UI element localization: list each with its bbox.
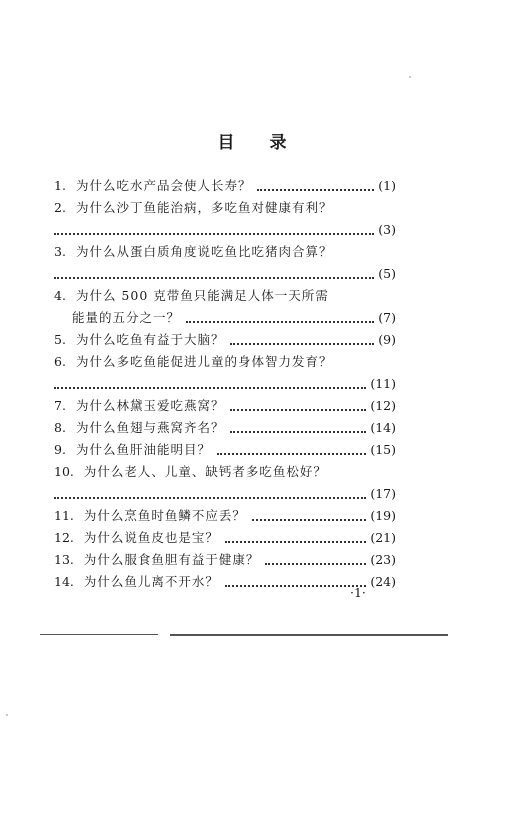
toc-entry-11[interactable]: [54, 502, 396, 524]
toc-entry-3-leader: [54, 260, 396, 282]
entry-page: (5): [378, 266, 396, 281]
entry-title: 为什么老人、儿童、缺钙者多吃鱼松好？: [83, 464, 327, 479]
toc-title-char-2: 录: [269, 133, 288, 153]
entry-title: 为什么服食鱼胆有益于健康？: [83, 552, 260, 567]
entry-title: 为什么说鱼皮也是宝？: [83, 530, 219, 545]
dot-leader: [217, 452, 366, 455]
toc-entry-5[interactable]: [54, 326, 396, 348]
entry-number: 1.: [54, 178, 66, 193]
entry-title: 为什么鱼翅与燕窝齐名？: [75, 420, 225, 435]
toc-entry-2-leader: [54, 216, 396, 238]
entry-title: 为什么烹鱼时鱼鳞不应丢？: [83, 508, 246, 523]
dot-leader: [252, 518, 366, 521]
toc-entry-6-leader: [54, 370, 396, 392]
toc-entry-8[interactable]: [54, 414, 396, 436]
entry-title: 为什么林黛玉爱吃燕窝？: [75, 398, 225, 413]
entry-page: (24): [370, 574, 396, 589]
toc-entry-4-cont: [54, 304, 396, 326]
dot-leader: [225, 584, 366, 587]
toc-entry-2[interactable]: [54, 194, 396, 216]
dot-leader: [54, 496, 366, 499]
entry-title: 为什么吃鱼有益于大脑？: [75, 332, 225, 347]
entry-page: (12): [370, 398, 396, 413]
entry-number: 14.: [54, 574, 74, 589]
entry-title-cont: 能量的五分之一？: [72, 310, 181, 325]
dot-leader: [230, 342, 374, 345]
entry-number: 9.: [54, 442, 66, 457]
entry-title: 为什么吃水产品会使人长寿？: [75, 178, 252, 193]
entry-number: 3.: [54, 244, 66, 259]
toc-entry-14[interactable]: [54, 568, 396, 590]
entry-number: 5.: [54, 332, 66, 347]
toc-entry-1[interactable]: [54, 172, 396, 194]
table-of-contents: [54, 172, 396, 590]
dot-leader: [265, 562, 366, 565]
entry-page: (14): [370, 420, 396, 435]
entry-title: 为什么 500 克带鱼只能满足人体一天所需: [75, 288, 329, 303]
dot-leader: [230, 408, 366, 411]
entry-title: 为什么鱼肝油能明目？: [75, 442, 211, 457]
entry-page: (1): [378, 178, 396, 193]
entry-number: 8.: [54, 420, 66, 435]
toc-entry-12[interactable]: [54, 524, 396, 546]
entry-title: 为什么沙丁鱼能治病，多吃鱼对健康有利？: [75, 200, 333, 215]
bottom-rule-right: [170, 634, 448, 636]
toc-entry-6[interactable]: [54, 348, 396, 370]
bottom-rule-left: [40, 634, 158, 635]
entry-title: 为什么多吃鱼能促进儿童的身体智力发育？: [75, 354, 333, 369]
scan-speck: [6, 714, 8, 716]
dot-leader: [225, 540, 366, 543]
entry-number: 2.: [54, 200, 66, 215]
entry-page: (21): [370, 530, 396, 545]
entry-page: (11): [370, 376, 396, 391]
toc-entry-7[interactable]: [54, 392, 396, 414]
toc-entry-9[interactable]: [54, 436, 396, 458]
entry-number: 7.: [54, 398, 66, 413]
entry-page: (23): [370, 552, 396, 567]
entry-page: (19): [370, 508, 396, 523]
toc-title-char-1: 目: [217, 133, 236, 153]
entry-page: (3): [378, 222, 396, 237]
entry-number: 6.: [54, 354, 66, 369]
entry-number: 11.: [54, 508, 74, 523]
dot-leader: [54, 276, 374, 279]
entry-title: 为什么鱼儿离不开水？: [83, 574, 219, 589]
toc-entry-13[interactable]: [54, 546, 396, 568]
dot-leader: [186, 320, 374, 323]
dot-leader: [54, 232, 374, 235]
page-number: ·1·: [350, 585, 366, 600]
entry-page: (7): [378, 310, 396, 325]
entry-page: (9): [378, 332, 396, 347]
toc-entry-4[interactable]: [54, 282, 396, 304]
scan-speck: [409, 76, 411, 78]
dot-leader: [230, 430, 366, 433]
toc-entry-10-leader: [54, 480, 396, 502]
toc-entry-10[interactable]: [54, 458, 396, 480]
toc-entry-3[interactable]: [54, 238, 396, 260]
entry-page: (17): [370, 486, 396, 501]
toc-title: [0, 128, 505, 153]
entry-page: (15): [370, 442, 396, 457]
entry-number: 4.: [54, 288, 66, 303]
entry-title: 为什么从蛋白质角度说吃鱼比吃猪肉合算？: [75, 244, 333, 259]
entry-number: 12.: [54, 530, 74, 545]
entry-number: 13.: [54, 552, 74, 567]
dot-leader: [54, 386, 366, 389]
entry-number: 10.: [54, 464, 74, 479]
dot-leader: [257, 188, 374, 191]
